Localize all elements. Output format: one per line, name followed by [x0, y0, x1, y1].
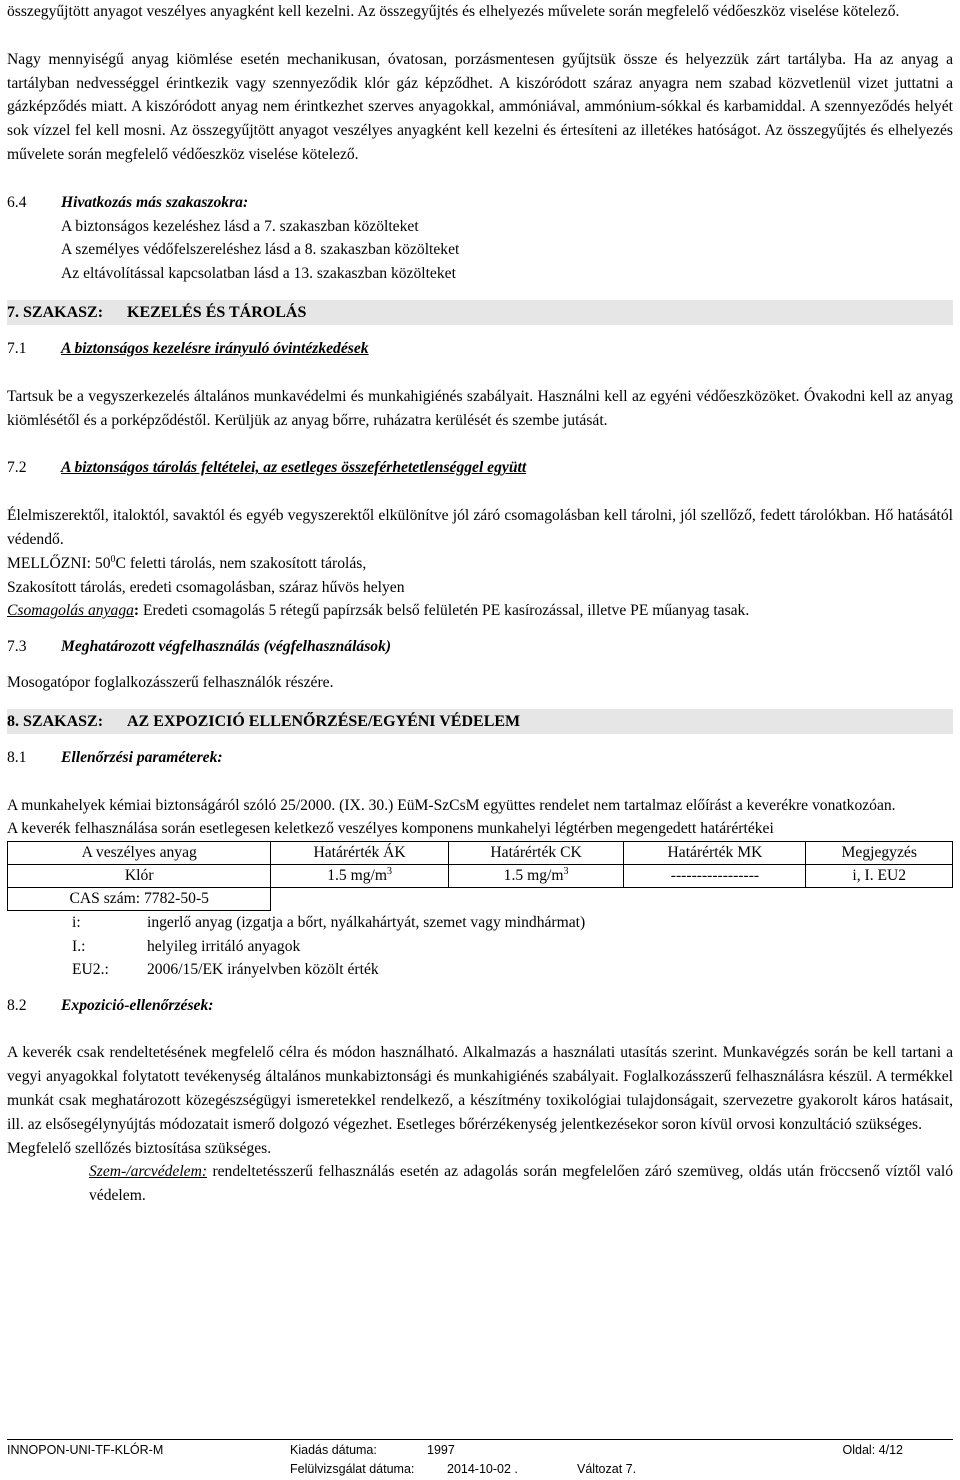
reference-line: A személyes védőfelszereléshez lásd a 8. szakaszban közölteket — [61, 241, 460, 259]
subsection-number: 6.4 — [7, 193, 27, 211]
subsection-number: 8.2 — [7, 996, 27, 1014]
issue-date-value: 1997 — [427, 1443, 455, 1457]
spacer — [7, 361, 953, 385]
paragraph-storage-2: Szakosított tárolás, eredeti csomagolásban, száraz hűvös helyen — [7, 578, 405, 596]
packaging-label: Csomagolás anyaga — [7, 602, 134, 620]
abbreviation-legend — [72, 911, 953, 982]
spacer — [7, 1017, 953, 1041]
ak-value: 1.5 mg/m — [327, 867, 387, 885]
eye-protection-text: rendeltetésszerű felhasználás esetén az adagolás során megfelelően záró szemüveg, oldás után fröccsenő víztől való védelem. — [89, 1163, 953, 1205]
paragraph-avoid — [7, 552, 953, 576]
degree-superscript: 0 — [110, 553, 116, 565]
exposure-limits-table — [7, 841, 953, 911]
unit-superscript: 3 — [386, 865, 392, 877]
paragraph-packaging — [7, 599, 953, 623]
section-number: 8. SZAKASZ: — [7, 712, 104, 730]
spacer — [7, 432, 953, 456]
subsection-8-1-heading — [7, 746, 953, 770]
subsection-title: Ellenőrzési paraméterek: — [61, 748, 223, 766]
spacer — [7, 286, 953, 298]
paragraph-limits-intro: A keverék felhasználása során esetlegesen keletkező veszélyes komponens munkahelyi légtérben megengedett határértékei — [7, 820, 774, 838]
spacer — [7, 623, 953, 635]
document-page — [7, 0, 953, 1208]
issue-date-label: Kiadás dátuma: — [290, 1443, 377, 1457]
table-row — [8, 865, 953, 888]
section-8-heading — [7, 709, 953, 734]
legend-key: i: — [72, 914, 81, 932]
spacer — [7, 734, 953, 746]
subsection-title: Expozició-ellenőrzések: — [61, 996, 214, 1014]
reference-line: Az eltávolítással kapcsolatban lásd a 13. szakaszban közölteket — [61, 265, 456, 283]
table-header-cell: Megjegyzés — [806, 842, 953, 865]
paragraph-handling: Tartsuk be a vegyszerkezelés általános munkavédelmi és munkahigiénés szabályait. Használni kell az egyéni védőeszközöket. Óvakodni kell az anyag kiömlésétől és a porképződéstől. Kerüljük az anyag bőrre, ruházatra kerülését és szembe jutását. — [7, 387, 953, 429]
subsection-number: 7.2 — [7, 459, 27, 477]
paragraph-spill-end: összegyűjtött anyagot veszélyes anyagként kell kezelni. Az összegyűjtés és elhelyezés művelete során megfelelő védőeszköz viselése kötelező. — [7, 3, 900, 20]
reference-list — [7, 215, 953, 286]
version-label: Változat 7. — [577, 1462, 637, 1476]
subsection-7-3-heading — [7, 635, 953, 659]
table-header-cell: Határérték ÁK — [271, 842, 448, 865]
section-number: 7. SZAKASZ: — [7, 303, 104, 321]
review-date-value: 2014-10-02 . — [447, 1462, 518, 1476]
spacer — [7, 770, 953, 794]
ck-value: 1.5 mg/m — [503, 867, 564, 885]
table-cas-row — [8, 888, 953, 911]
paragraph-exposure-control: A keverék csak rendeltetésének megfelelő célra és módon használható. Alkalmazás a használati utasítás szerint. Munkavégzés során be kell tartani a vegyi anyagokkal folytatott tevékenység általános munkabiztonsági és munkahigiénés szabályait. Foglalkozásszerű felhasználásra készül. A termékkel munkát csak meghatározott közegészségügyi ismeretekkel rendelkező, a készítmény toxikológiai tulajdonságait, szervezetre gyakorolt káros hatásait, ill. az elsősegélynyújtás módozatait ismerő dolgozó végezhet. Esetleges bőrérzékenység jelentkezésekor soron kívül orvosi konzultáció szükséges. — [7, 1044, 953, 1133]
paragraph-eye-protection — [7, 1160, 953, 1208]
table-empty-cell — [624, 888, 806, 911]
table-header-cell: Határérték CK — [448, 842, 624, 865]
spacer — [7, 24, 953, 48]
subsection-number: 7.1 — [7, 339, 27, 357]
footer-row-2 — [7, 1461, 953, 1480]
subsection-number: 8.1 — [7, 748, 27, 766]
legend-value: ingerlő anyag (izgatja a bőrt, nyálkahártyát, szemet vagy mindhármat) — [147, 914, 586, 932]
spacer — [7, 659, 953, 671]
section-title: AZ EXPOZICIÓ ELLENŐRZÉSE/EGYÉNI VÉDELEM — [127, 712, 521, 730]
spacer — [7, 480, 953, 504]
table-cell-cas: CAS szám: 7782-50-5 — [8, 888, 271, 911]
page-footer — [7, 1439, 953, 1480]
spacer — [7, 325, 953, 337]
table-header-cell: Határérték MK — [624, 842, 806, 865]
table-cell-ck — [448, 865, 624, 888]
subsection-7-2-heading — [7, 456, 953, 480]
paragraph-large-spill: Nagy mennyiségű anyag kiömlése esetén mechanikusan, óvatosan, porzásmentesen gyűjtsük össze és helyezzük zárt tartályba. Ha az anyag a tartályban nedvességgel érintkezik vagy szennyeződik klór gáz képződhet. A kiszóródott száraz anyagra nem szabad közvetlenül vizet juttatni a gázképződés miatt. A kiszóródott anyag nem érintkezhet szerves anyagokkal, ammóniával, ammónium-sókkal és karbamiddal. A szennyeződés helyét sok vízzel fel kell mosni. Az összegyűjtött anyagot veszélyes anyagként kell kezelni és értesíteni az illetékes hatóságot. Az összegyűjtés és elhelyezés művelete során megfelelő védőeszköz viselése kötelező. — [7, 50, 953, 163]
table-cell-substance: Klór — [8, 865, 271, 888]
avoid-text-a: MELLŐZNI: 50 — [7, 554, 111, 572]
table-cell-note: i, I. EU2 — [806, 865, 953, 888]
section-7-heading — [7, 300, 953, 325]
legend-value: 2006/15/EK irányelvben közölt érték — [147, 961, 379, 979]
paragraph-ventilation: Megfelelő szellőzés biztosítása szükséges. — [7, 1139, 272, 1157]
paragraph-regulation: A munkahelyek kémiai biztonságáról szóló 25/2000. (IX. 30.) EüM-SzCsM együttes rendelet nem tartalmaz előírást a keverékre vonatkozóan. — [7, 796, 896, 814]
subsection-8-2-heading — [7, 994, 953, 1018]
footer-row-1 — [7, 1442, 953, 1461]
subsection-title: Meghatározott végfelhasználás (végfelhasználások) — [61, 638, 392, 656]
document-code: INNOPON-UNI-TF-KLÓR-M — [7, 1443, 164, 1457]
subsection-6-4-heading — [7, 191, 953, 215]
table-cell-mk: ----------------- — [624, 865, 806, 888]
legend-value: helyileg irritáló anyagok — [147, 937, 301, 955]
table-empty-cell — [271, 888, 448, 911]
subsection-title: A biztonságos kezelésre irányuló óvintézkedések — [61, 339, 369, 357]
subsection-title: A biztonságos tárolás feltételei, az esetleges összeférhetetlenséggel együtt — [61, 459, 527, 477]
paragraph-storage: Élelmiszerektől, italoktól, savaktól és egyéb vegyszerektől elkülönítve jól záró csomagolásban kell tárolni, jól szellőző, fedett tárolókban. Hő hatásától védendő. — [7, 507, 953, 548]
legend-key: EU2.: — [72, 961, 109, 979]
eye-protection-label: Szem-/arcvédelem: — [89, 1163, 208, 1181]
spacer — [7, 167, 953, 191]
subsection-7-1-heading — [7, 337, 953, 361]
review-date-label: Felülvizsgálat dátuma: — [290, 1462, 415, 1476]
subsection-number: 7.3 — [7, 638, 27, 656]
packaging-text: Eredeti csomagolás 5 rétegű papírzsák belső felületén PE kasírozással, illetve PE műanyag tasak. — [139, 602, 750, 620]
table-empty-cell — [806, 888, 953, 911]
table-cell-ak — [271, 865, 448, 888]
unit-superscript: 3 — [563, 865, 569, 877]
table-empty-cell — [448, 888, 624, 911]
subsection-title: Hivatkozás más szakaszokra: — [61, 193, 249, 211]
table-header-cell: A veszélyes anyag — [8, 842, 271, 865]
section-title: KEZELÉS ÉS TÁROLÁS — [127, 303, 307, 321]
page-number: Oldal: 4/12 — [842, 1443, 903, 1457]
legend-key: I.: — [72, 937, 86, 955]
avoid-text-b: C feletti tárolás, nem szakosított tárolás, — [115, 554, 367, 572]
reference-line: A biztonságos kezeléshez lásd a 7. szakaszban közölteket — [61, 217, 419, 235]
table-header-row — [8, 842, 953, 865]
packaging-colon: : — [133, 602, 140, 620]
paragraph-end-use: Mosogatópor foglalkozásszerű felhasználók részére. — [7, 673, 334, 691]
spacer — [7, 982, 953, 994]
spacer — [7, 695, 953, 707]
